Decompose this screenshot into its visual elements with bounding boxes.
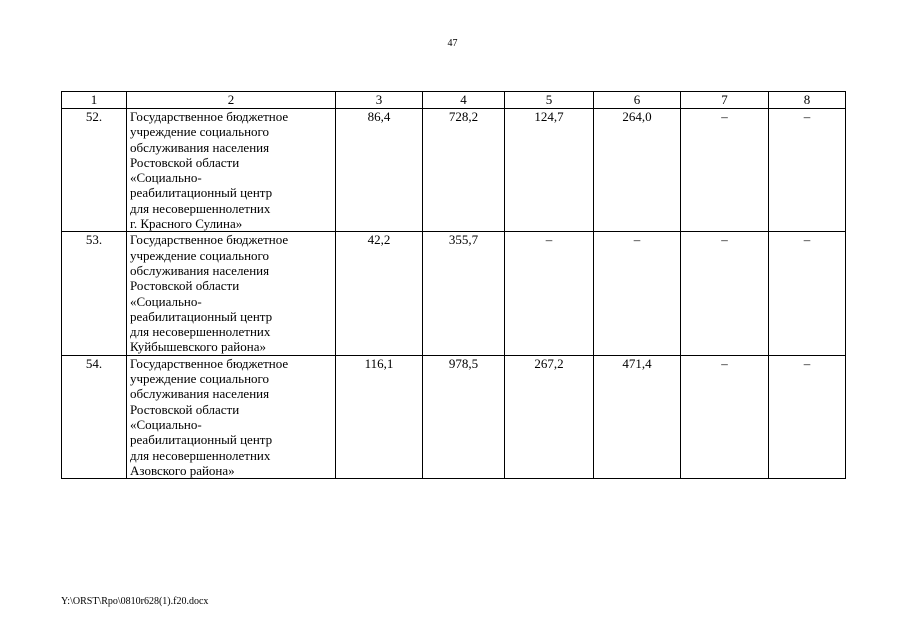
name-line: «Социально- xyxy=(130,170,202,186)
name-line: «Социально- xyxy=(130,293,202,309)
page-number: 47 xyxy=(447,38,458,49)
name-line: для несовершеннолетних xyxy=(130,324,271,340)
file-path-footer: Y:\ORST\Rpo\0810r628(1).f20.docx xyxy=(61,596,209,607)
name-line: Ростовской области xyxy=(130,401,240,417)
header-cell: 4 xyxy=(423,92,505,109)
institution-name xyxy=(127,109,336,232)
value-cell: – xyxy=(769,232,846,355)
name-line: обслуживания населения xyxy=(130,262,270,278)
table-row xyxy=(62,109,846,232)
header-row xyxy=(62,92,846,109)
value-cell: 42,2 xyxy=(336,232,423,355)
value-cell: 728,2 xyxy=(423,109,505,232)
name-line: для несовершеннолетних xyxy=(130,447,271,463)
name-line: Государственное бюджетное xyxy=(130,355,289,371)
name-line: реабилитационный центр xyxy=(130,308,273,324)
header-cell: 8 xyxy=(769,92,846,109)
name-line: Ростовской области xyxy=(130,154,240,170)
institution-name xyxy=(127,232,336,355)
value-cell: – xyxy=(769,109,846,232)
name-line: г. Красного Сулина» xyxy=(130,216,243,232)
value-cell: – xyxy=(594,232,681,355)
table-row xyxy=(62,232,846,355)
value-cell: 116,1 xyxy=(336,355,423,478)
header-cell: 7 xyxy=(681,92,769,109)
value-cell: 471,4 xyxy=(594,355,681,478)
value-cell: 264,0 xyxy=(594,109,681,232)
name-line: реабилитационный центр xyxy=(130,185,273,201)
name-line: учреждение социального xyxy=(130,247,270,263)
table-row xyxy=(62,355,846,478)
name-line: Куйбышевского района» xyxy=(130,339,266,355)
row-number: 54. xyxy=(62,355,127,478)
header-cell: 1 xyxy=(62,92,127,109)
name-line: обслуживания населения xyxy=(130,386,270,402)
row-number: 53. xyxy=(62,232,127,355)
header-cell: 3 xyxy=(336,92,423,109)
header-cell: 6 xyxy=(594,92,681,109)
header-cell: 2 xyxy=(127,92,336,109)
value-cell: 124,7 xyxy=(505,109,594,232)
name-line: обслуживания населения xyxy=(130,139,270,155)
institution-name xyxy=(127,355,336,478)
value-cell: – xyxy=(505,232,594,355)
name-line: учреждение социального xyxy=(130,371,270,387)
data-table xyxy=(61,91,846,479)
row-number: 52. xyxy=(62,109,127,232)
name-line: Ростовской области xyxy=(130,278,240,294)
value-cell: – xyxy=(681,109,769,232)
name-line: Государственное бюджетное xyxy=(130,109,289,124)
value-cell: 86,4 xyxy=(336,109,423,232)
name-line: учреждение социального xyxy=(130,124,270,140)
header-cell: 5 xyxy=(505,92,594,109)
name-line: Государственное бюджетное xyxy=(130,232,289,248)
name-line: «Социально- xyxy=(130,416,202,432)
value-cell: – xyxy=(681,355,769,478)
name-line: для несовершеннолетних xyxy=(130,200,271,216)
name-line: Азовского района» xyxy=(130,462,235,478)
name-line: реабилитационный центр xyxy=(130,432,273,448)
value-cell: 267,2 xyxy=(505,355,594,478)
value-cell: – xyxy=(681,232,769,355)
value-cell: – xyxy=(769,355,846,478)
value-cell: 355,7 xyxy=(423,232,505,355)
value-cell: 978,5 xyxy=(423,355,505,478)
